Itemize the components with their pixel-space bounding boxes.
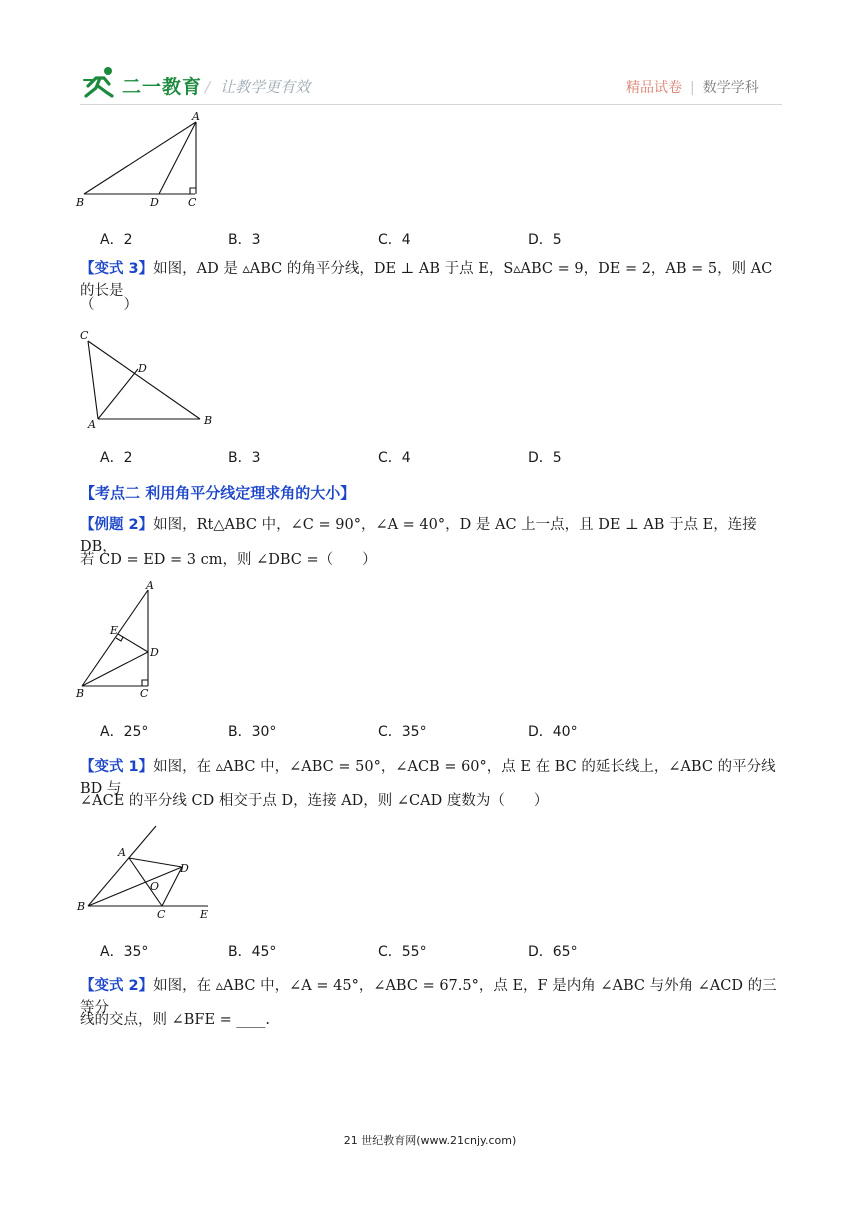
seg-BD	[88, 867, 182, 906]
seg-CD	[162, 867, 182, 906]
label-A: A	[146, 580, 154, 592]
header-divider: |	[690, 80, 695, 96]
label-B: B	[76, 687, 85, 700]
liti2-tag: 【例题 2】	[80, 517, 154, 533]
label-B: B	[77, 900, 86, 913]
right-angle-mark	[190, 188, 196, 194]
footer-text: 21 世纪教育网(www.21cnjy.com)	[343, 1134, 517, 1147]
header	[0, 0, 860, 110]
label-E: E	[110, 624, 119, 637]
option-d[interactable]: D．65°	[528, 944, 578, 960]
bianshi1-tag: 【变式 1】	[80, 759, 154, 775]
option-a[interactable]: A．35°	[100, 944, 149, 960]
header-right	[626, 77, 759, 97]
option-c[interactable]: C．4	[378, 232, 411, 248]
figure-bianshi3	[74, 324, 224, 434]
brand-name: 二一教育	[122, 76, 203, 98]
figure-liti2	[72, 580, 172, 704]
bianshi3-text-line1: 如图，AD 是 ▵ABC 的角平分线，DE ⊥ AB 于点 E，S▵ABC = 9，DE = 2，AB = 5，则 AC 的长是	[80, 261, 773, 299]
header-rule	[80, 104, 782, 105]
bianshi1-text-line1: 如图，在 ▵ABC 中，∠ABC = 50°，∠ACB = 60°，点 E 在 BC 的延长线上，∠ABC 的平分线 BD 与	[80, 759, 776, 797]
figure-prev-triangle	[70, 108, 220, 208]
option-a[interactable]: A．2	[100, 232, 133, 248]
option-a[interactable]: A．2	[100, 450, 133, 466]
slogan-divider: /	[205, 78, 211, 96]
label-D: D	[150, 646, 159, 659]
bianshi1-text-line2: ∠ACE 的平分线 CD 相交于点 D，连接 AD，则 ∠CAD 度数为（ ）	[80, 793, 549, 809]
label-D: D	[150, 196, 159, 208]
bianshi3-text-line2: （ ）	[80, 297, 138, 313]
option-b[interactable]: B．30°	[228, 724, 277, 740]
seg-BA-ext	[88, 826, 156, 906]
label-C: C	[140, 687, 149, 700]
section-title-kaodian2: 【考点二 利用角平分线定理求角的大小】	[80, 484, 356, 502]
seg-AD	[129, 858, 182, 867]
seg-AB	[82, 590, 148, 686]
option-b[interactable]: B．3	[228, 450, 261, 466]
option-a[interactable]: A．25°	[100, 724, 149, 740]
option-d[interactable]: D．5	[528, 232, 562, 248]
label-A: A	[192, 110, 200, 123]
bianshi2-tag: 【变式 2】	[80, 978, 154, 994]
label-D: D	[180, 862, 189, 875]
seg-BA	[84, 122, 196, 194]
seg-CB	[88, 341, 200, 419]
seg-AD	[98, 369, 138, 419]
option-c[interactable]: C．35°	[378, 724, 427, 740]
seg-ED	[118, 634, 148, 652]
label-B: B	[204, 414, 213, 427]
label-C: C	[157, 908, 166, 921]
bianshi3-question	[80, 258, 790, 302]
label-O: O	[150, 880, 160, 893]
bianshi3-tag: 【变式 3】	[80, 261, 154, 277]
figure-bianshi1	[74, 822, 224, 922]
seg-AD	[159, 122, 196, 194]
seg-BD	[82, 652, 148, 686]
subject-label: 数学学科	[702, 80, 759, 96]
option-c[interactable]: C．55°	[378, 944, 427, 960]
label-B: B	[76, 196, 85, 208]
label-A: A	[118, 846, 126, 859]
label-C: C	[80, 329, 89, 342]
liti2-text-line1: 如图，Rt△ABC 中，∠C = 90°，∠A = 40°，D 是 AC 上一点，且 DE ⊥ AB 于点 E，连接 DB，	[80, 517, 757, 555]
option-b[interactable]: B．45°	[228, 944, 277, 960]
runner-logo-icon	[82, 66, 120, 98]
option-b[interactable]: B．3	[228, 232, 261, 248]
liti2-text-line2: 若 CD = ED = 3 cm，则 ∠DBC =（ ）	[80, 552, 377, 568]
option-d[interactable]: D．40°	[528, 724, 578, 740]
bianshi2-text-line1: 如图，在 ▵ABC 中，∠A = 45°，∠ABC = 67.5°，点 E，F 是内角 ∠ABC 与外角 ∠ACD 的三等分	[80, 978, 777, 1016]
label-A: A	[88, 418, 96, 431]
series-label: 精品试卷	[626, 80, 682, 96]
seg-CA	[88, 341, 98, 419]
slogan-text: 让教学更有效	[220, 78, 311, 96]
label-E: E	[200, 908, 209, 921]
label-C: C	[188, 196, 197, 208]
bianshi2-text-line2: 线的交点，则 ∠BFE = ____.	[80, 1012, 271, 1028]
option-c[interactable]: C．4	[378, 450, 411, 466]
label-D: D	[138, 362, 147, 375]
right-angle-mark-C	[142, 680, 148, 686]
right-angle-mark-E	[116, 637, 123, 641]
option-d[interactable]: D．5	[528, 450, 562, 466]
brand-slogan	[205, 76, 310, 97]
